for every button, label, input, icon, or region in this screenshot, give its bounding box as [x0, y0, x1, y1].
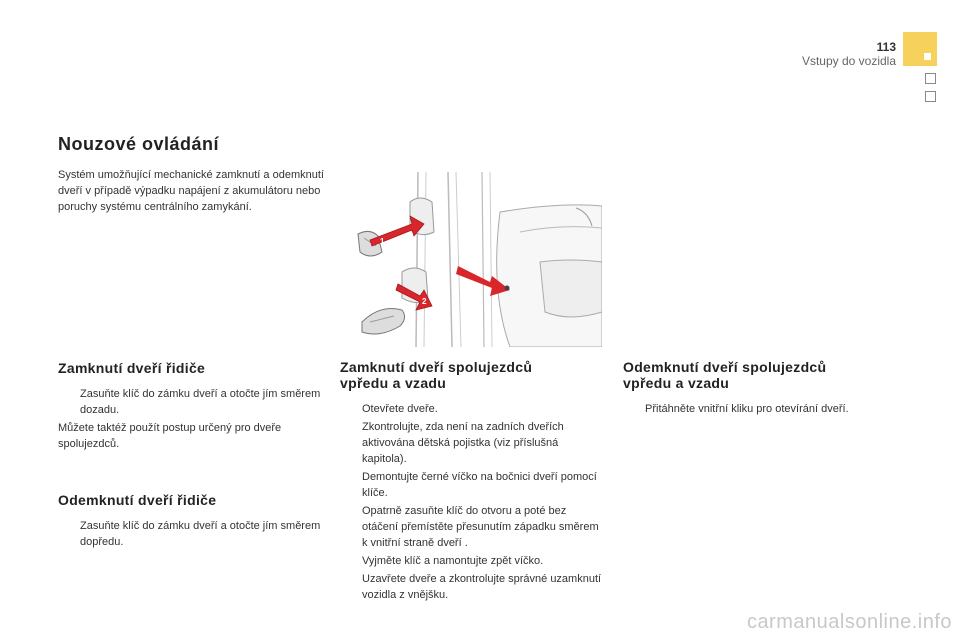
- watermark: carmanualsonline.info: [746, 611, 952, 633]
- section-heading: Odemknutí dveří řidiče: [58, 492, 217, 508]
- svg-text:1: 1: [380, 237, 385, 246]
- list-item: Vyjměte klíč a namontujte zpět víčko.: [362, 555, 544, 567]
- section-unlock-passenger: [623, 359, 903, 419]
- chapter-tab[interactable]: [925, 73, 936, 84]
- section-heading: Zamknutí dveří řidiče: [58, 360, 206, 376]
- step-list: [340, 401, 602, 603]
- page-title: Nouzové ovládání: [58, 134, 220, 154]
- step-list: [623, 401, 903, 417]
- door-lock-illustration: [340, 172, 602, 347]
- list-item: Zkontrolujte, zda není na zadních dveřích aktivována dětská pojistka (viz příslušná kapitola).: [362, 421, 564, 465]
- step-list: [58, 518, 328, 550]
- step-list: [58, 386, 328, 418]
- list-item: Demontujte černé víčko na bočnici dveří pomocí klíče.: [362, 471, 597, 499]
- section-unlock-driver: [58, 492, 328, 552]
- section-heading: Odemknutí dveří spolujezdců vpředu a vzadu: [623, 359, 827, 391]
- list-item: Opatrně zasuňte klíč do otvoru a poté bez otáčení přemístěte přesunutím západku směrem k vnitřní straně dveří .: [362, 505, 599, 549]
- section-lock-passenger: [340, 359, 602, 605]
- chapter-tab[interactable]: [925, 91, 936, 102]
- list-item: Uzavřete dveře a zkontrolujte správné uzamknutí vozidla z vnějšku.: [362, 573, 602, 601]
- list-item: Otevřete dveře.: [362, 403, 438, 415]
- intro-text: Systém umožňující mechanické zamknutí a odemknutí dveří v případě výpadku napájení z akumulátoru nebo poruchy systému centrálního zamykání.: [58, 169, 324, 213]
- svg-text:2: 2: [422, 297, 427, 306]
- list-item: Přitáhněte vnitřní kliku pro otevírání dveří.: [645, 403, 849, 415]
- note-text: Můžete taktéž použít postup určený pro dveře spolujezdců.: [58, 422, 282, 450]
- page-number: 113: [876, 40, 896, 54]
- list-item: Zasuňte klíč do zámku dveří a otočte jím směrem dozadu.: [80, 388, 321, 416]
- section-lock-driver: [58, 360, 328, 452]
- section-name: Vstupy do vozidla: [801, 54, 896, 68]
- section-heading: Zamknutí dveří spolujezdců vpředu a vzadu: [340, 359, 533, 391]
- page-header: [802, 40, 896, 68]
- list-item: Zasuňte klíč do zámku dveří a otočte jím směrem dopředu.: [80, 520, 321, 548]
- chapter-tab-active[interactable]: [903, 32, 937, 66]
